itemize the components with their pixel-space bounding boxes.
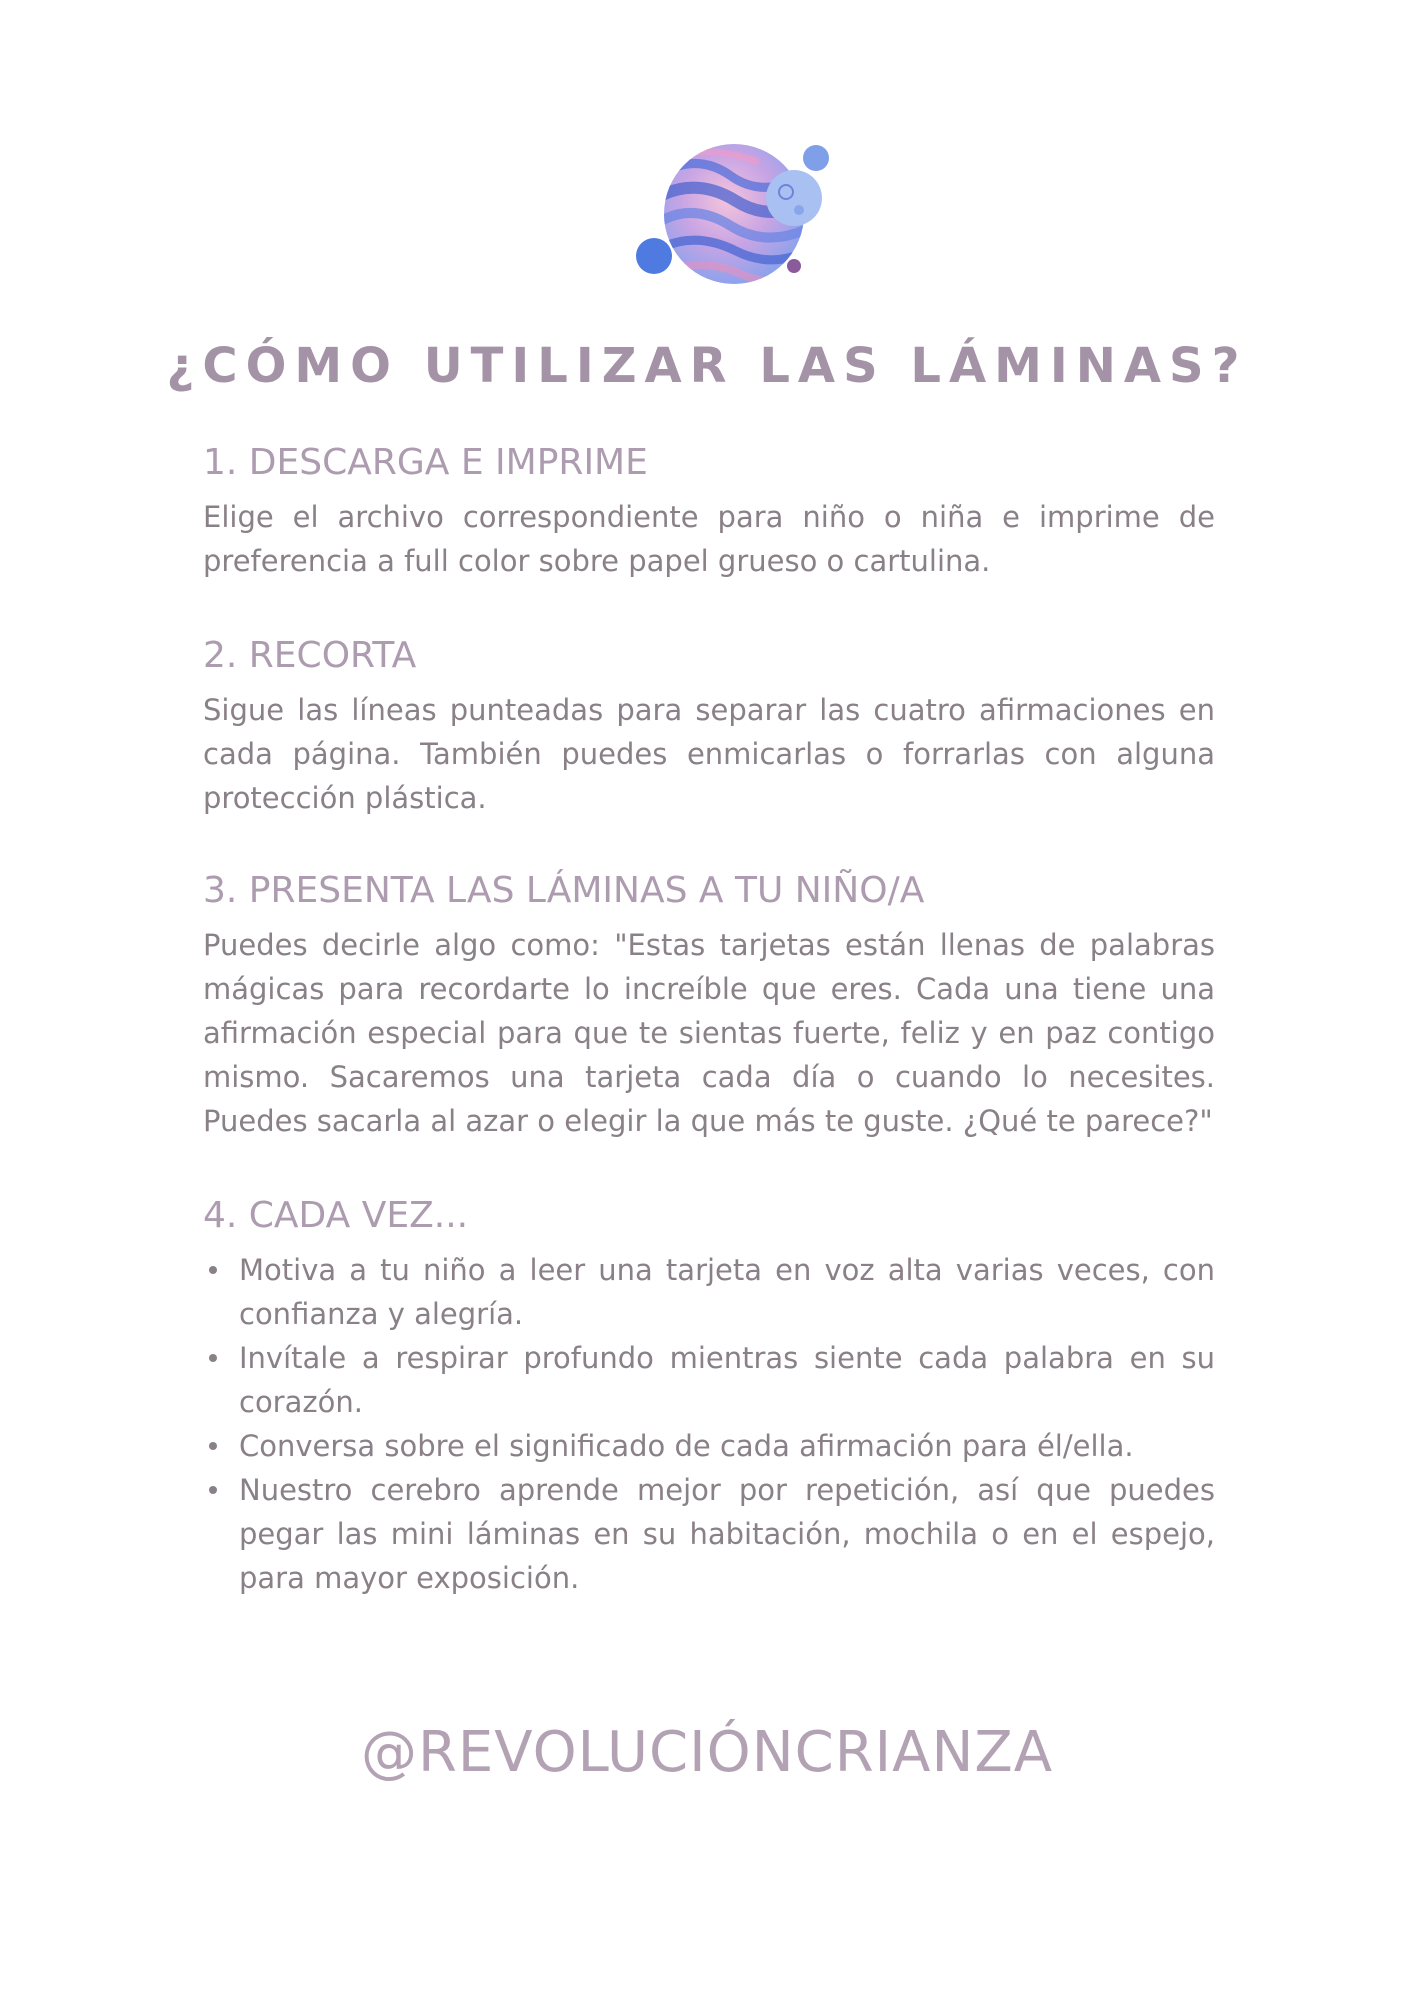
list-item-text: Conversa sobre el significado de cada afirmación para él/ella.: [239, 1429, 1134, 1463]
section-text: Puedes decirle algo como: "Estas tarjetas están llenas de palabras mágicas para recordarte lo increíble que eres. Cada una tiene una afirmación especial para que te sientas fuerte, feliz y en paz contigo mismo. Sacaremos una tarjeta cada día o cuando lo necesites. Puedes sacarla al azar o elegir la que más te guste. ¿Qué te parece?": [203, 928, 1215, 1138]
bullet-icon: [209, 1266, 217, 1274]
section-each-time: [203, 1193, 1215, 1600]
bullet-icon: [209, 1442, 217, 1450]
list-item: [203, 1424, 1215, 1468]
instructions: [203, 440, 1215, 1600]
list-item-text: Invítale a respirar profundo mientras siente cada palabra en su corazón.: [239, 1341, 1215, 1419]
page-title: ¿CÓMO UTILIZAR LAS LÁMINAS?: [166, 338, 1248, 394]
bullet-icon: [209, 1486, 217, 1494]
section-heading: 3. PRESENTA LAS LÁMINAS A TU NIÑO/A: [203, 870, 925, 911]
list-item: [203, 1248, 1215, 1336]
list-item: [203, 1336, 1215, 1424]
tips-list: [203, 1248, 1215, 1600]
list-item-text: Nuestro cerebro aprende mejor por repetición, así que puedes pegar las mini láminas en su habitación, mochila o en el espejo, para mayor exposición.: [239, 1473, 1215, 1595]
section-present: [203, 868, 1215, 1143]
bullet-icon: [209, 1354, 217, 1362]
section-cut: [203, 633, 1215, 820]
section-download: [203, 440, 1215, 583]
list-item: [203, 1468, 1215, 1600]
section-text: Elige el archivo correspondiente para niño o niña e imprime de preferencia a full color sobre papel grueso o cartulina.: [203, 500, 1215, 578]
list-item-text: Motiva a tu niño a leer una tarjeta en voz alta varias veces, con confianza y alegría.: [239, 1253, 1215, 1331]
section-heading: 4. CADA VEZ...: [203, 1195, 469, 1236]
footer-handle: @REVOLUCIÓNCRIANZA: [360, 1720, 1054, 1785]
planet-illustration: [636, 136, 846, 296]
section-text: Sigue las líneas punteadas para separar las cuatro afirmaciones en cada página. También puedes enmicarlas o forrarlas con alguna protección plástica.: [203, 693, 1215, 815]
section-heading: 2. RECORTA: [203, 635, 417, 676]
section-heading: 1. DESCARGA E IMPRIME: [203, 442, 648, 483]
